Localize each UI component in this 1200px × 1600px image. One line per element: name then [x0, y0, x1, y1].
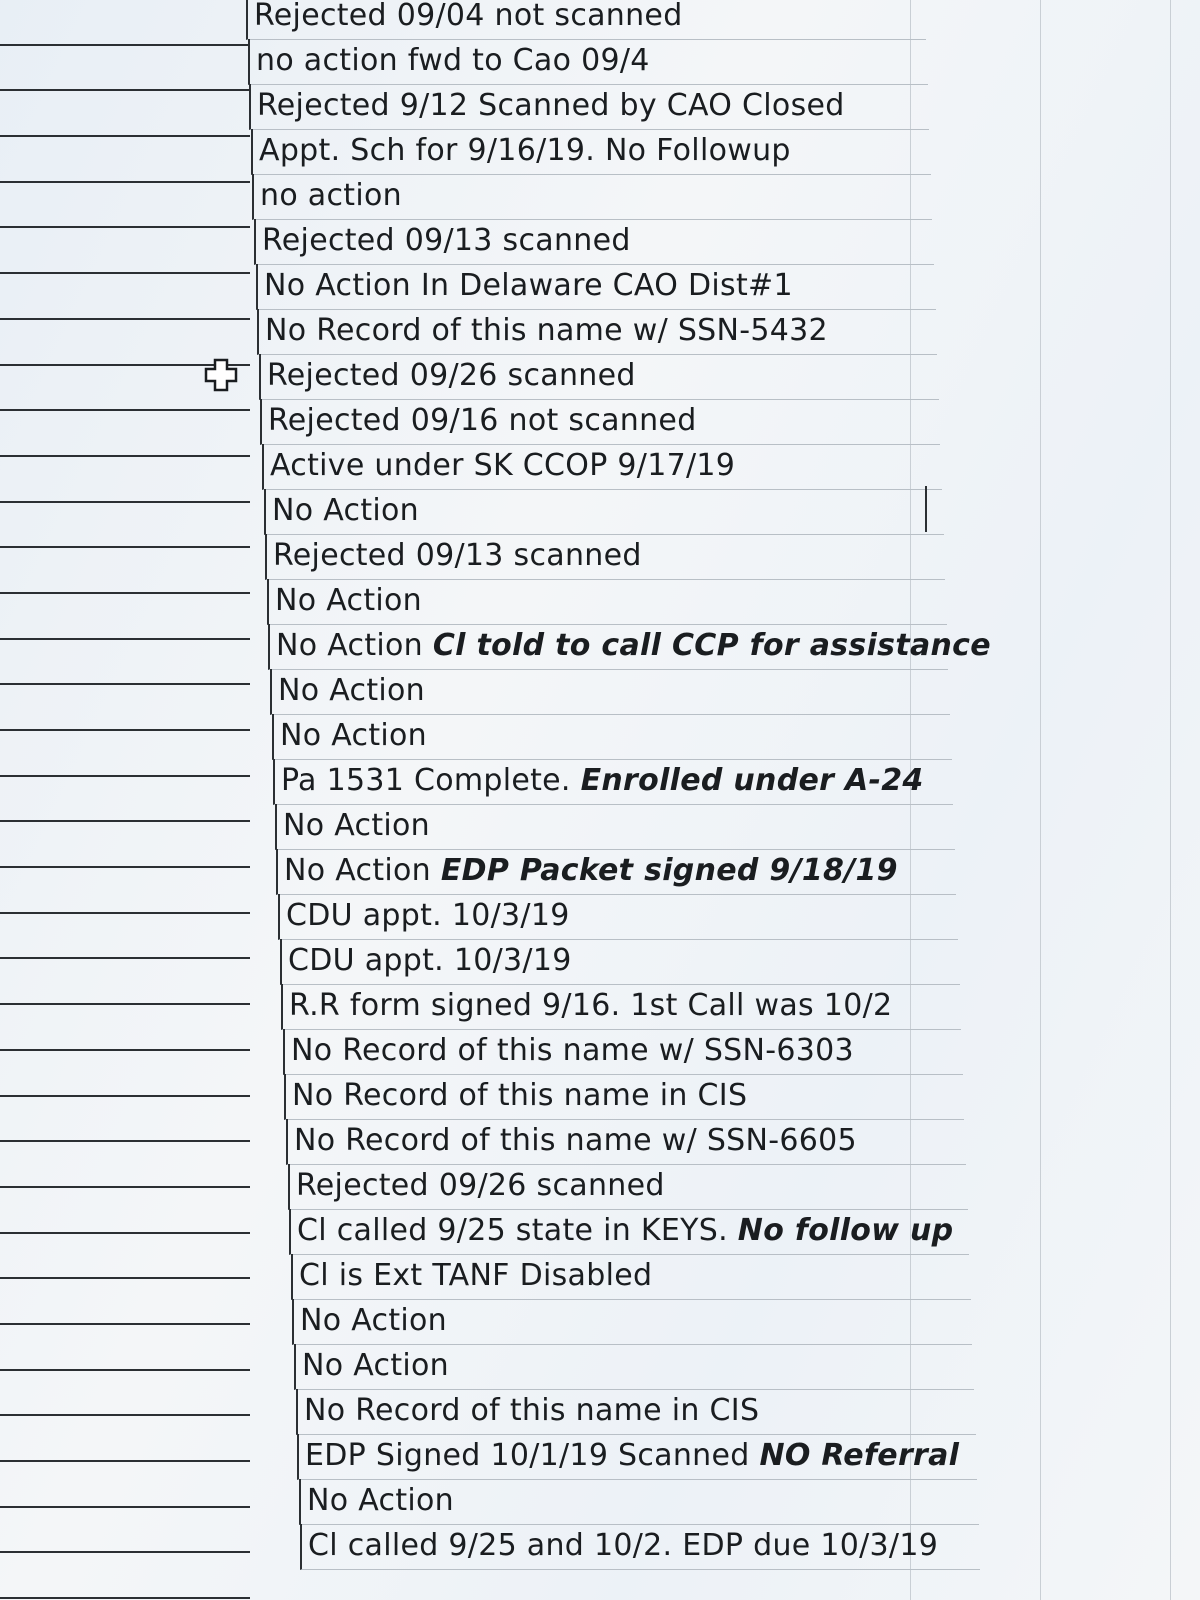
table-row[interactable] [292, 1299, 972, 1345]
cell-text [291, 1033, 854, 1068]
cell-text [265, 313, 828, 348]
table-row[interactable] [256, 264, 936, 310]
cell-plain-text: No Action [276, 628, 433, 663]
table-row[interactable] [296, 1389, 976, 1435]
cell-text [276, 628, 991, 663]
cell-text [262, 223, 631, 258]
table-row[interactable] [288, 1164, 968, 1210]
cell-plain-text: No Record of this name in CIS [292, 1078, 748, 1113]
cell-text [264, 268, 793, 303]
cell-plain-text: Rejected 09/16 not scanned [268, 403, 697, 438]
cell-text [307, 1483, 454, 1518]
cell-plain-text: No Record of this name w/ SSN-6605 [294, 1123, 857, 1158]
table-row[interactable] [264, 489, 944, 535]
cell-text [273, 538, 642, 573]
cell-plain-text: Rejected 09/13 scanned [273, 538, 642, 573]
cell-plain-text: Appt. Sch for 9/16/19. No Followup [259, 133, 791, 168]
table-row[interactable] [299, 1479, 979, 1525]
cell-text [286, 898, 570, 933]
cell-plain-text: Rejected 09/26 scanned [296, 1168, 665, 1203]
cell-text [270, 448, 735, 483]
table-row[interactable] [267, 579, 947, 625]
cell-plain-text: no action [260, 178, 402, 213]
cell-plain-text: Rejected 9/12 Scanned by CAO Closed [257, 88, 845, 123]
table-row[interactable] [265, 534, 945, 580]
cell-text [284, 853, 898, 888]
cell-text [304, 1393, 759, 1428]
cell-plain-text: EDP Signed 10/1/19 Scanned [305, 1438, 760, 1473]
table-row[interactable] [284, 1074, 964, 1120]
cell-text [281, 763, 924, 798]
cell-text [275, 583, 422, 618]
cell-plain-text: No Action [302, 1348, 449, 1383]
cell-text [257, 88, 845, 123]
cell-plain-text: Cl is Ext TANF Disabled [299, 1258, 653, 1293]
cell-plain-text: No Action In Delaware CAO Dist#1 [264, 268, 793, 303]
table-row[interactable] [251, 129, 931, 175]
table-row[interactable] [270, 669, 950, 715]
cell-emphasis-text: No follow up [737, 1213, 954, 1248]
cell-emphasis-text: Cl told to call CCP for assistance [432, 628, 991, 663]
cell-plain-text: Rejected 09/13 scanned [262, 223, 631, 258]
cell-text [297, 1213, 953, 1248]
cell-plain-text: No Action [300, 1303, 447, 1338]
table-row[interactable] [289, 1209, 969, 1255]
cell-text [268, 403, 697, 438]
cell-plain-text: No Action [278, 673, 425, 708]
table-row[interactable] [300, 1524, 980, 1570]
cell-text [288, 943, 572, 978]
cell-plain-text: No Record of this name w/ SSN-5432 [265, 313, 828, 348]
cell-plain-text: No Action [284, 853, 441, 888]
cell-plain-text: No Action [307, 1483, 454, 1518]
table-row[interactable] [252, 174, 932, 220]
table-row[interactable] [291, 1254, 971, 1300]
table-row[interactable] [286, 1119, 966, 1165]
cell-plain-text: No Action [272, 493, 419, 528]
table-row[interactable] [260, 399, 940, 445]
cell-text [267, 358, 636, 393]
cell-text [278, 673, 425, 708]
cell-emphasis-text: NO Referral [759, 1438, 960, 1473]
cell-text [292, 1078, 747, 1113]
cell-text [256, 43, 650, 78]
cell-plain-text: R.R form signed 9/16. 1st Call was 10/2 [289, 988, 893, 1023]
table-row[interactable] [257, 309, 937, 355]
table-row[interactable] [276, 849, 956, 895]
table-row[interactable] [280, 939, 960, 985]
cell-plain-text: No Action [275, 583, 422, 618]
table-row[interactable] [259, 354, 939, 400]
cell-text [299, 1258, 652, 1293]
cell-text [283, 808, 430, 843]
table-row[interactable] [294, 1344, 974, 1390]
cell-plain-text: Cl called 9/25 and 10/2. EDP due 10/3/19 [308, 1528, 939, 1563]
table-row[interactable] [268, 624, 991, 670]
table-row[interactable] [254, 219, 934, 265]
cell-text [254, 0, 683, 33]
cell-text [296, 1168, 665, 1203]
cell-selection-edge [925, 486, 927, 532]
cell-text [308, 1528, 938, 1563]
cell-text [294, 1123, 857, 1158]
cell-plain-text: No Record of this name in CIS [304, 1393, 760, 1428]
cell-plain-text: Rejected 09/04 not scanned [254, 0, 683, 33]
table-row[interactable] [278, 894, 958, 940]
table-row[interactable] [272, 714, 952, 760]
cell-select-cross-icon [204, 358, 238, 392]
table-row[interactable] [249, 84, 929, 130]
cell-text [300, 1303, 447, 1338]
cell-text [302, 1348, 449, 1383]
table-row[interactable] [275, 804, 955, 850]
cell-text [305, 1438, 959, 1473]
cell-plain-text: Rejected 09/26 scanned [267, 358, 636, 393]
table-row[interactable] [297, 1434, 977, 1480]
cell-plain-text: Cl called 9/25 state in KEYS. [297, 1213, 738, 1248]
cell-plain-text: No Action [283, 808, 430, 843]
table-row[interactable] [281, 984, 961, 1030]
table-row[interactable] [246, 0, 926, 40]
cell-text [259, 133, 791, 168]
cell-plain-text: No Action [280, 718, 427, 753]
cell-text [260, 178, 402, 213]
cell-emphasis-text: Enrolled under A-24 [580, 763, 924, 798]
table-row[interactable] [248, 39, 928, 85]
cell-plain-text: CDU appt. 10/3/19 [288, 943, 572, 978]
table-row[interactable] [283, 1029, 963, 1075]
cell-text [280, 718, 427, 753]
cell-plain-text: no action fwd to Cao 09/4 [256, 43, 650, 78]
cell-text [272, 493, 419, 528]
cell-plain-text: No Record of this name w/ SSN-6303 [291, 1033, 854, 1068]
table-row[interactable] [262, 444, 942, 490]
cell-plain-text: Active under SK CCOP 9/17/19 [270, 448, 736, 483]
cell-emphasis-text: EDP Packet signed 9/18/19 [440, 853, 898, 888]
cell-plain-text: CDU appt. 10/3/19 [286, 898, 570, 933]
table-row[interactable] [273, 759, 953, 805]
cell-plain-text: Pa 1531 Complete. [281, 763, 581, 798]
cell-text [289, 988, 892, 1023]
